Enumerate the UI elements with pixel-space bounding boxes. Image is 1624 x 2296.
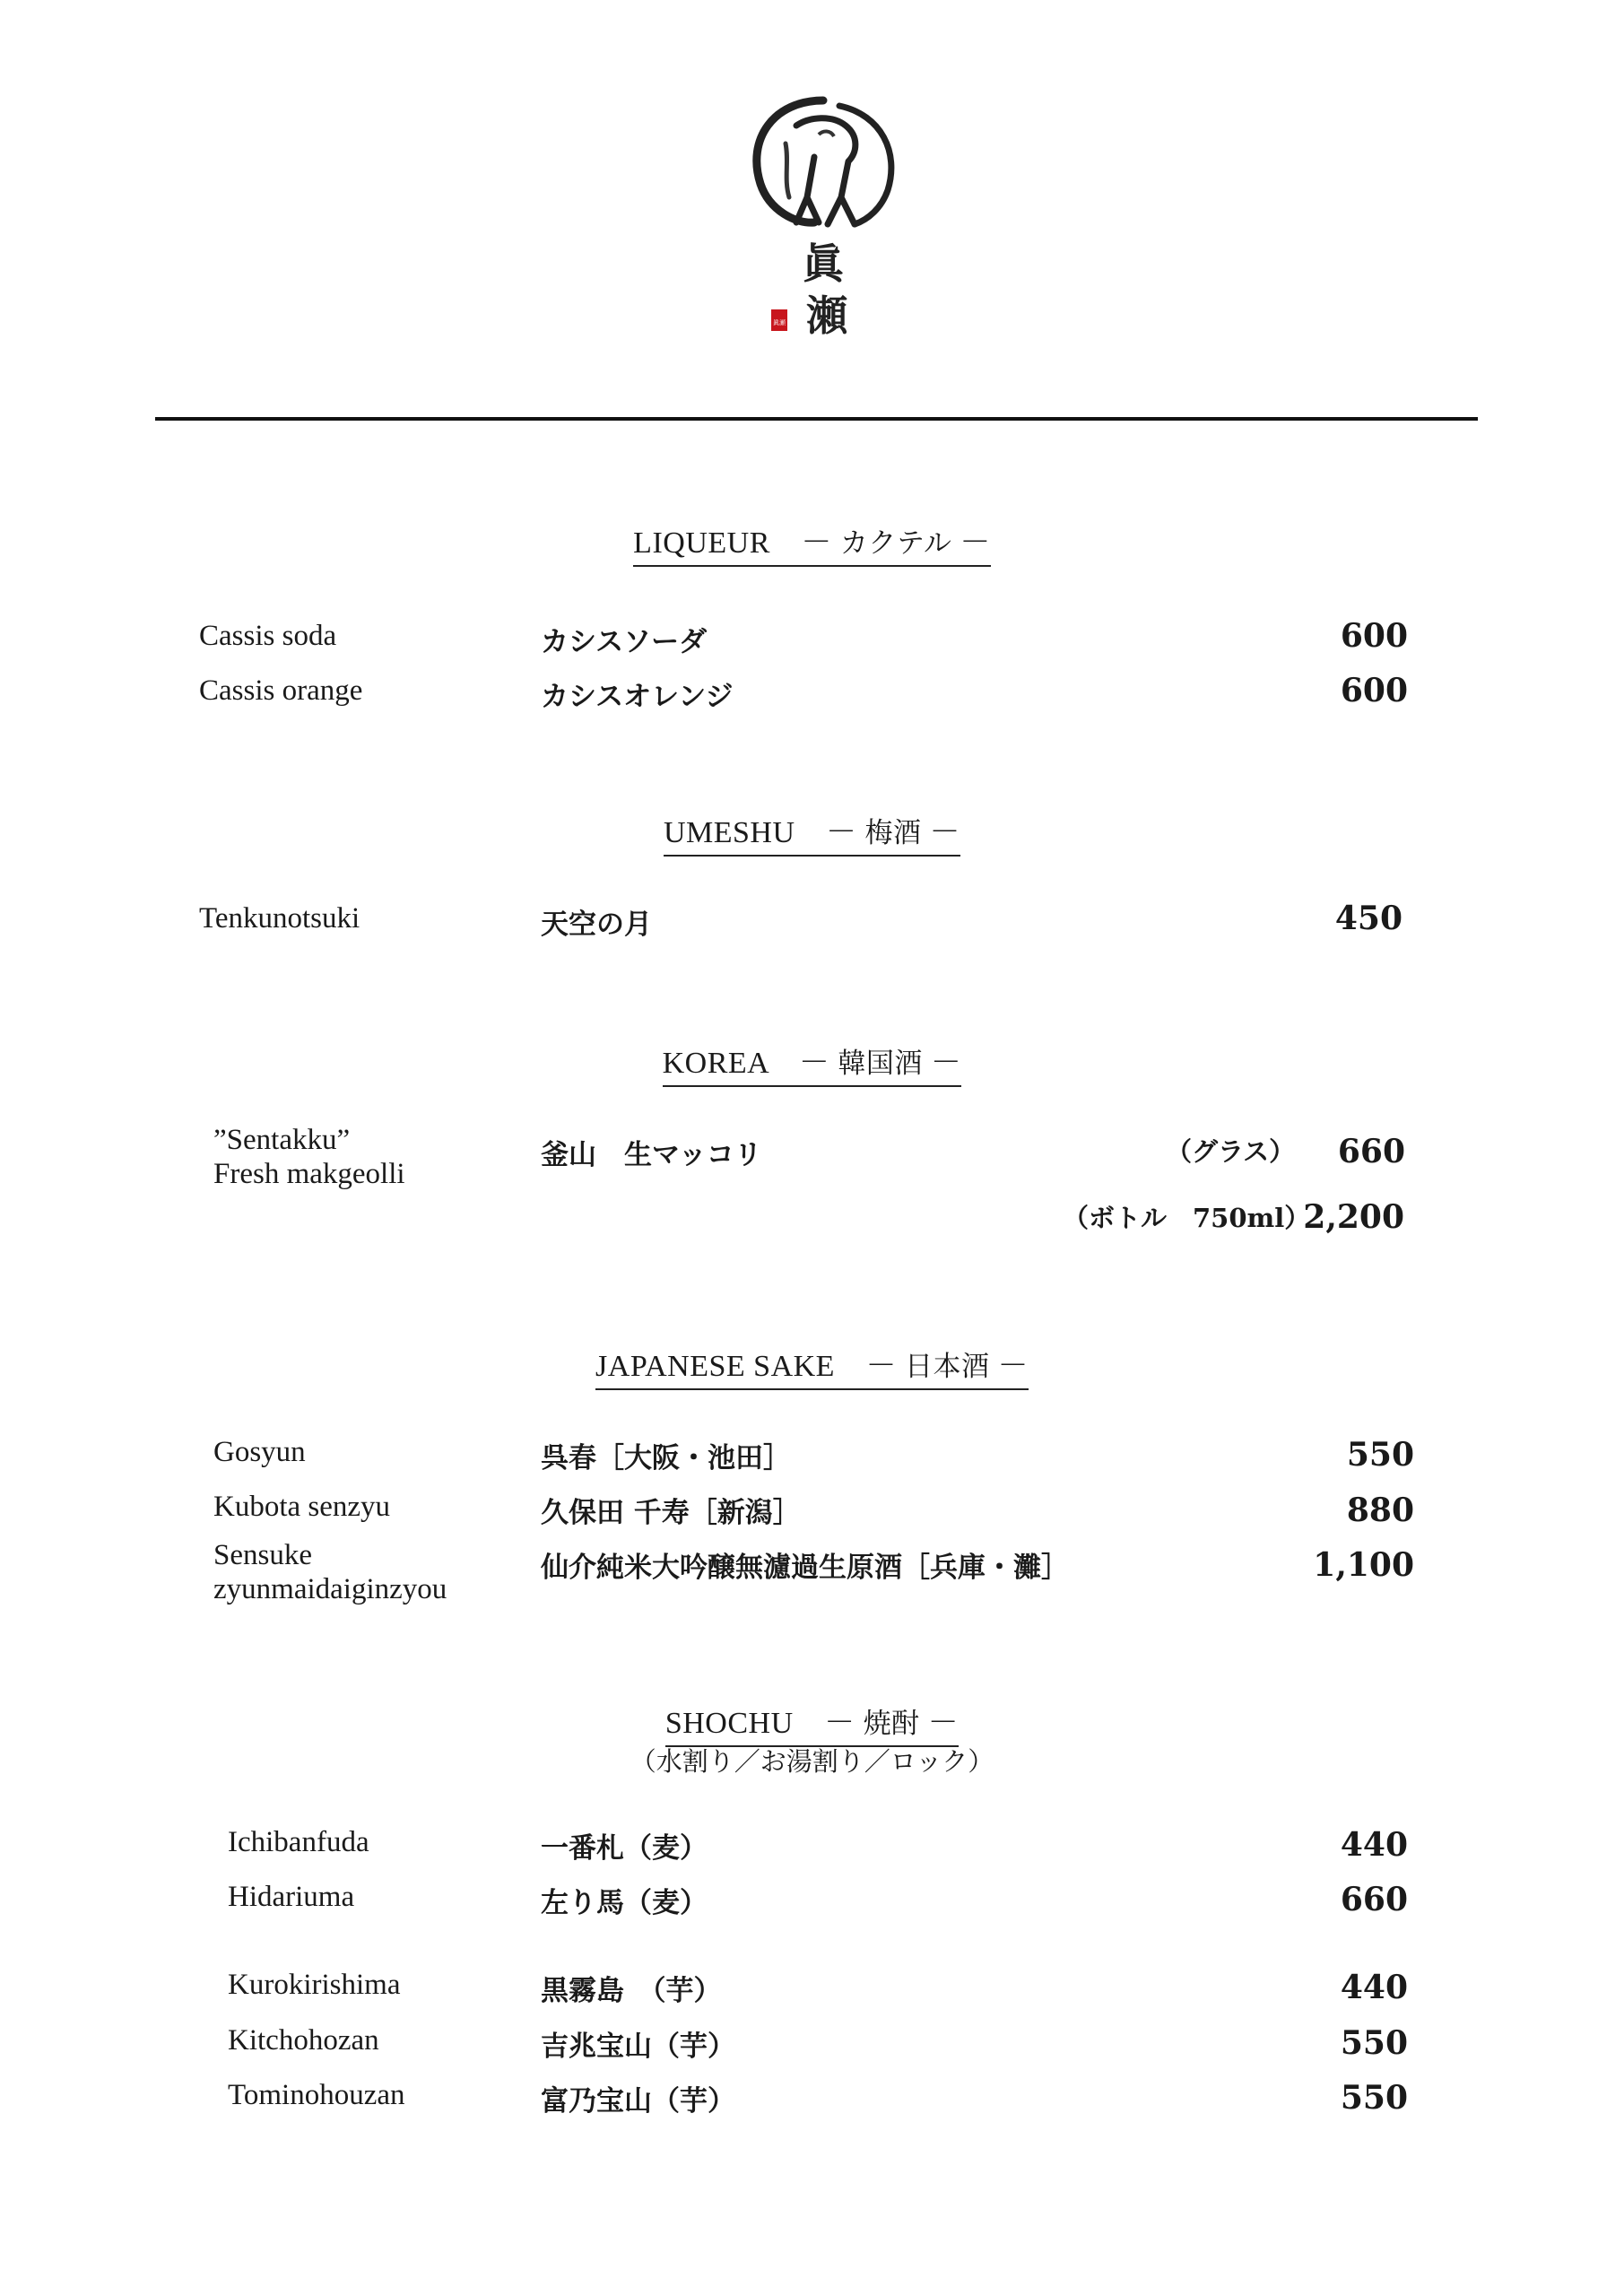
menu-item-price: 450 — [1334, 900, 1403, 937]
menu-item-price: 550 — [1346, 1436, 1414, 1474]
menu-item-en-detail: Fresh makgeolli — [213, 1158, 405, 1190]
menu-item-jp: 吉兆宝山（芋） — [541, 2031, 735, 2063]
menu-item-en: Tenkunotsuki — [199, 902, 360, 935]
menu-item-en: Cassis soda — [199, 620, 337, 652]
glass-label: （グラス） — [1166, 1136, 1296, 1167]
menu-item-jp: カシスソーダ — [541, 626, 708, 658]
menu-item-price: 600 — [1340, 617, 1408, 655]
brand-logo — [734, 90, 913, 359]
menu-item-en: Tominohouzan — [228, 2079, 405, 2111]
menu-item-en-detail: zyunmaidaiginzyou — [213, 1573, 447, 1605]
menu-item-en: Sensuke — [213, 1539, 312, 1571]
menu-item-price: 880 — [1346, 1492, 1414, 1529]
menu-item-jp: 富乃宝山（芋） — [541, 2085, 735, 2118]
menu-item-en: Ichibanfuda — [228, 1826, 369, 1858]
menu-item-jp: 呉春［大阪・池田］ — [541, 1442, 791, 1474]
menu-item-jp: 久保田 千寿［新潟］ — [541, 1497, 801, 1529]
menu-item-price: 1,100 — [1313, 1546, 1414, 1584]
menu-item-jp: 釜山 生マッコリ — [541, 1139, 762, 1171]
menu-item-jp: 仙介純米大吟醸無濾過生原酒［兵庫・灘］ — [541, 1552, 1069, 1584]
menu-item-price: 660 — [1340, 1881, 1408, 1918]
menu-item-jp: 左り馬（麦） — [541, 1887, 708, 1919]
red-seal-text: 眞瀬 — [773, 319, 786, 326]
brand-name-line2: 瀬 — [806, 291, 847, 340]
serving-style-note: （水割り／お湯割り／ロック） — [630, 1746, 994, 1777]
menu-item-jp: 天空の月 — [541, 909, 652, 941]
bottle-price: 2,200 — [1303, 1198, 1404, 1236]
menu-item-en: Hidariuma — [228, 1881, 355, 1913]
section-heading-liqueur: LIQUEUR － カクテル － — [0, 517, 1624, 567]
menu-item-jp: 一番札（麦） — [541, 1832, 708, 1865]
section-heading-umeshu: UMESHU － 梅酒 － — [0, 807, 1624, 857]
section-heading-korea: KOREA － 韓国酒 － — [0, 1038, 1624, 1087]
menu-item-en: Kitchohozan — [228, 2024, 379, 2057]
header-divider — [155, 417, 1478, 421]
menu-item-price: 550 — [1340, 2079, 1408, 2117]
menu-item-price: 440 — [1340, 1826, 1408, 1864]
menu-item-en: Kubota senzyu — [213, 1491, 391, 1523]
menu-item-price: 600 — [1340, 672, 1408, 709]
bottle-label: （ボトル 750ml） — [1063, 1203, 1311, 1233]
menu-item-jp: 黒霧島 （芋） — [541, 1975, 722, 2007]
brand-name-line1: 眞 — [803, 239, 844, 288]
menu-item-jp: カシスオレンジ — [541, 681, 734, 713]
glass-price: 660 — [1337, 1133, 1405, 1170]
section-heading-shochu: SHOCHU － 焼酎 － — [0, 1698, 1624, 1747]
menu-item-price: 440 — [1340, 1969, 1408, 2006]
horse-emblem-icon — [757, 100, 891, 224]
section-heading-sake: JAPANESE SAKE － 日本酒 － — [0, 1341, 1624, 1390]
menu-item-en: Cassis orange — [199, 674, 363, 707]
menu-item-en: Kurokirishima — [228, 1969, 401, 2001]
menu-item-price: 550 — [1340, 2024, 1408, 2062]
menu-item-en: Gosyun — [213, 1436, 306, 1468]
menu-item-en: ”Sentakku” — [213, 1124, 351, 1156]
